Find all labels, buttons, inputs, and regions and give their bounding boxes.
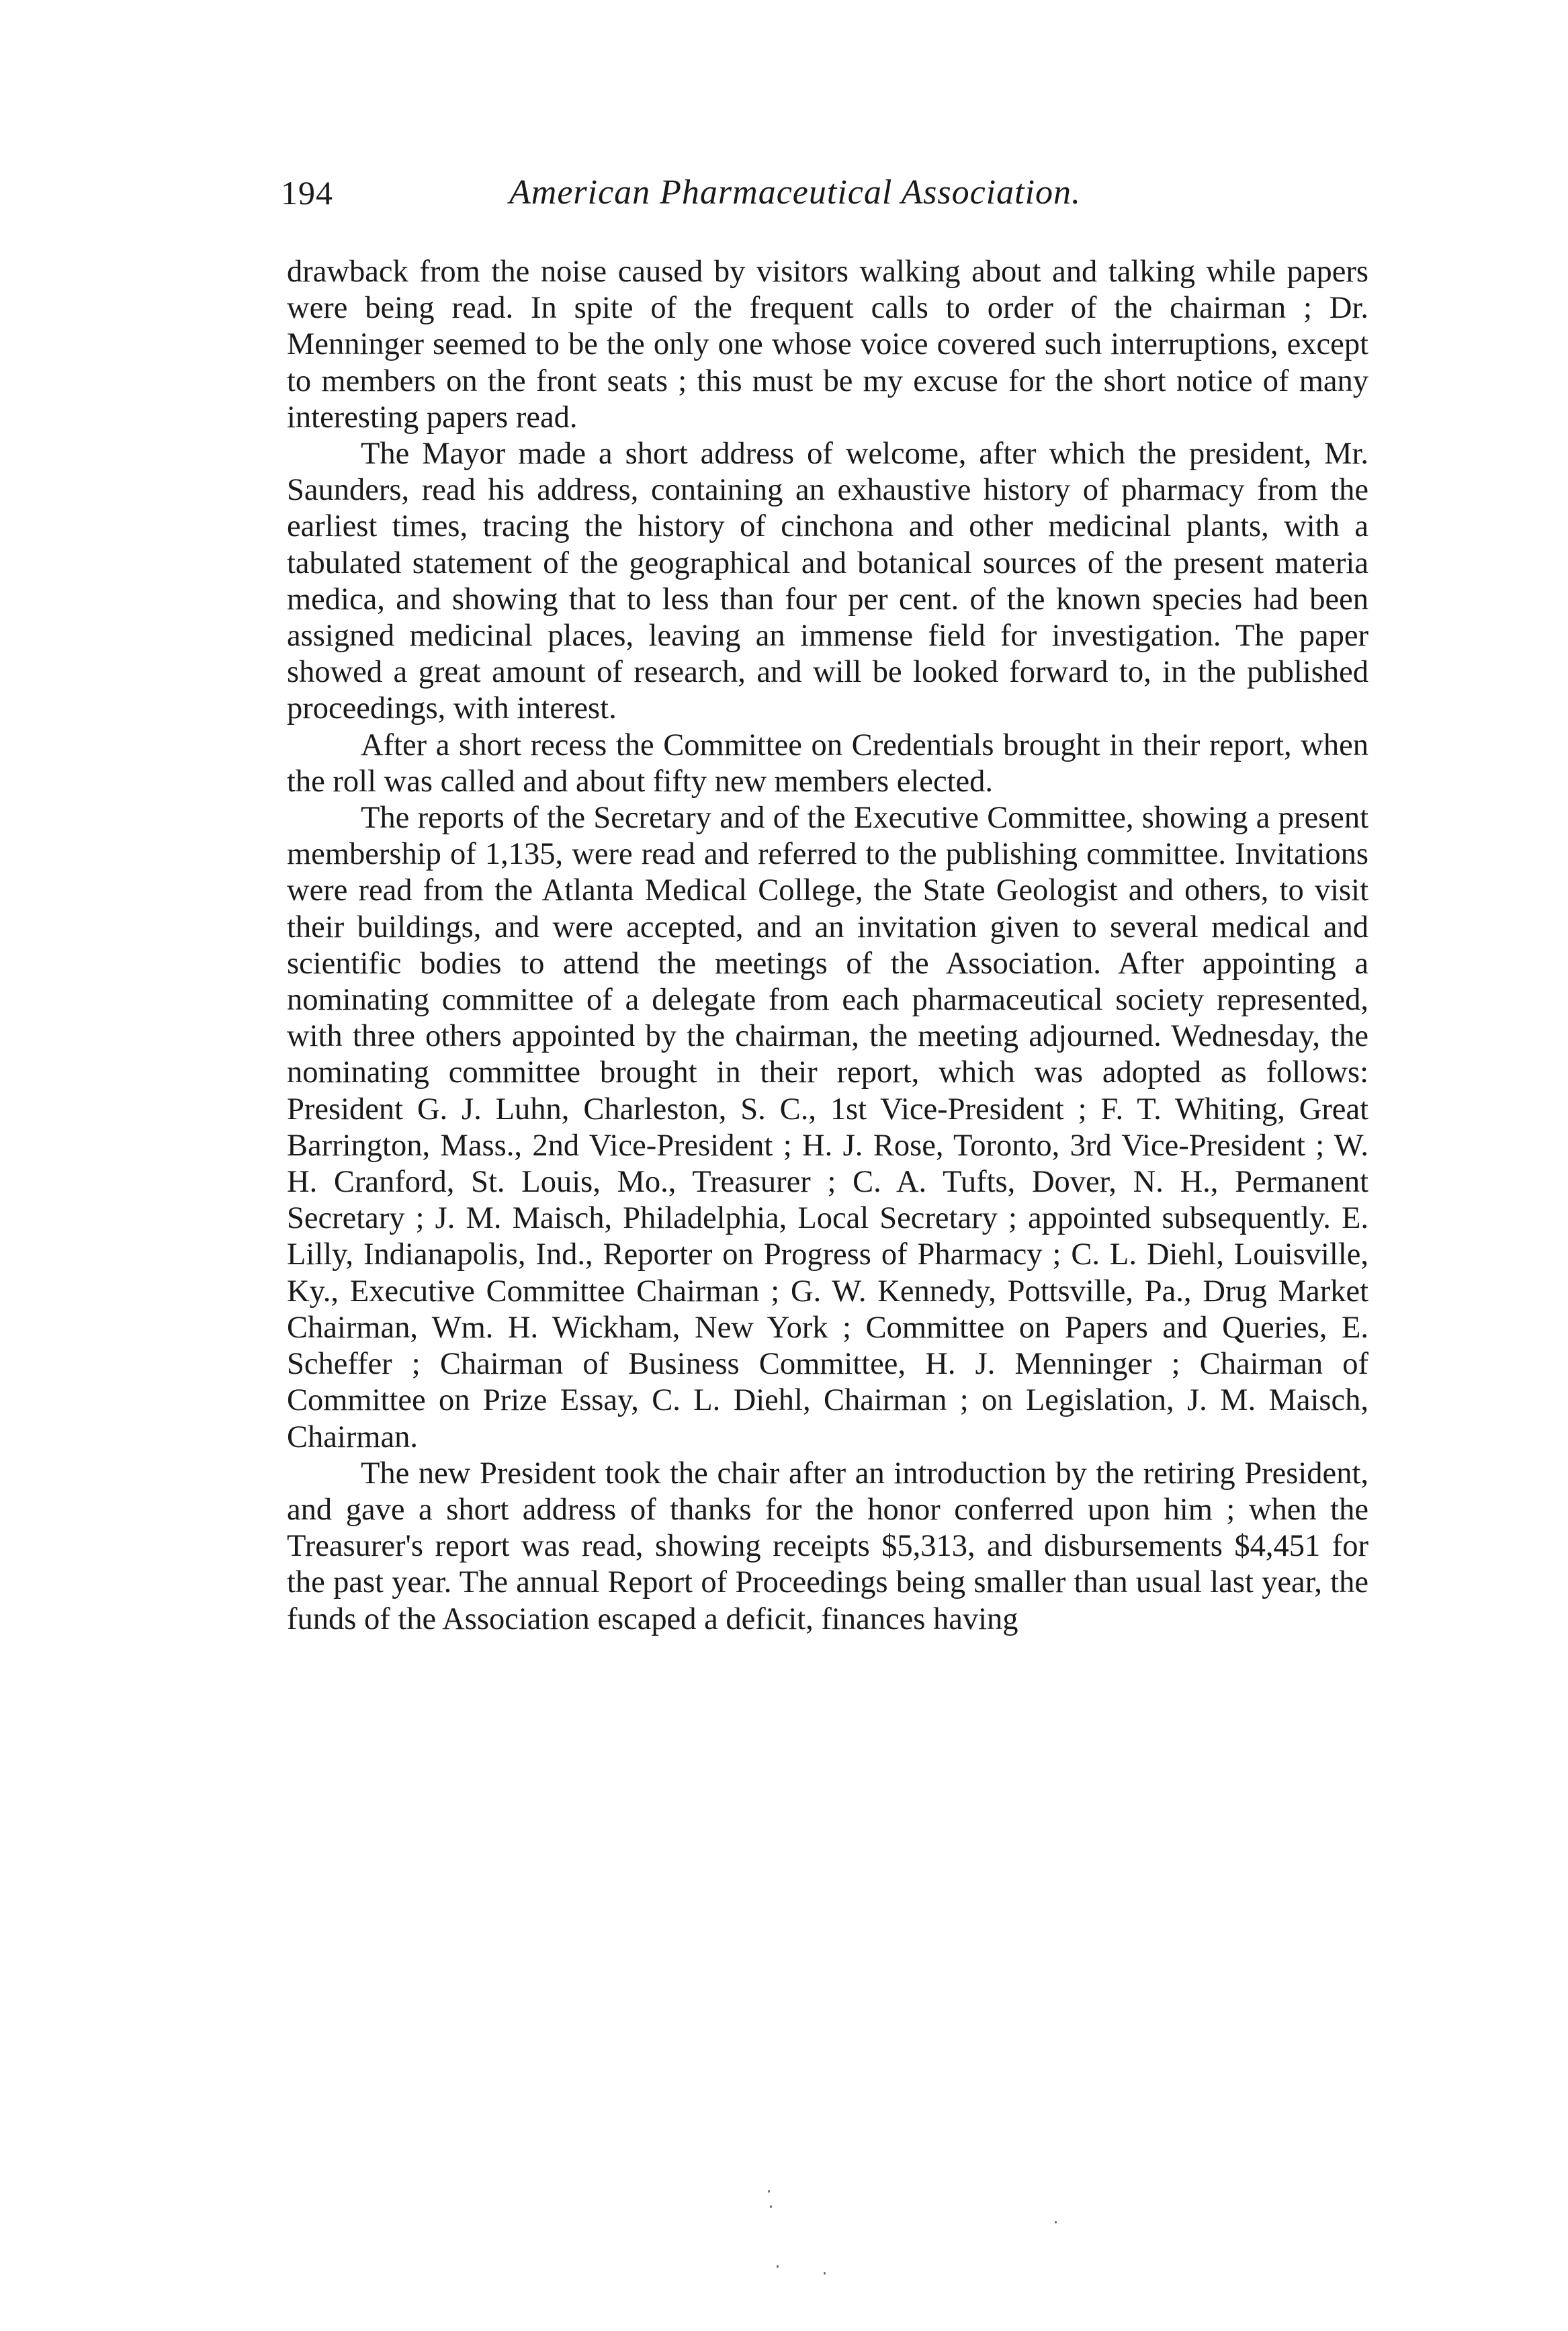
paragraph: The reports of the Secretary and of the Executive Committee, showing a present membership of 1,135, were read and referred to the publishing committee. Invitations were read from the Atlanta Medical College, the State Geologist and others, to visit their buildings, and were accepted, and an invitation given to several medical and scientific bodies to attend the meetings of the Association. After appointing a nominating committee of a delegate from each pharmaceutical society represented, with three others appointed by the chairman, the meeting adjourned. Wednesday, the nominating committee brought in their report, which was adopted as follows: President G. J. Luhn, Charleston, S. C., 1st Vice-President ; F. T. Whiting, Great Barrington, Mass., 2nd Vice-President ; H. J. Rose, Toronto, 3rd Vice-President ; W. H. Cranford, St. Louis, Mo., Treasurer ; C. A. Tufts, Dover, N. H., Permanent Secretary ; J. M. Maisch, Philadelphia, Local Secretary ; appointed subsequently. E. Lilly, Indianapolis, Ind., Reporter on Progress of Pharmacy ; C. L. Diehl, Louisville, Ky., Executive Committee Chairman ; G. W. Kennedy, Pottsville, Pa., Drug Market Chairman, Wm. H. Wickham, New York ; Committee on Papers and Queries, E. Scheffer ; Chairman of Business Committee, H. J. Menninger ; Chairman of Committee on Prize Essay, C. L. Diehl, Chairman ; on Legislation, J. M. Maisch, Chairman. [287,801,1368,1454]
scan-speck [1055,2221,1057,2224]
scan-speck [770,2205,772,2208]
paragraph: After a short recess the Committee on Credentials brought in their report, when the roll was called and about fifty new members elected. [287,728,1368,799]
scan-speck [777,2265,779,2268]
scan-speck [824,2272,826,2275]
page-number: 194 [281,174,333,212]
body-text [287,254,1368,1638]
paragraph: The new President took the chair after an introduction by the retiring President, and gave a short address of thanks for the honor conferred upon him ; when the Treasurer's report was read, showing receipts $5,313, and disbursements $4,451 for the past year. The annual Report of Proceedings being smaller than usual last year, the funds of the Association escaped a deficit, finances having [287,1456,1368,1636]
running-head [281,169,1376,216]
running-title: American Pharmaceutical Association. [509,173,1082,212]
scan-speck [768,2190,770,2193]
paragraph-continued: drawback from the noise caused by visitors walking about and talking while papers were being read. In spite of the frequent calls to order of the chairman ; Dr. Menninger seemed to be the only one whose voice covered such interruptions, except to members on the front seats ; this must be my excuse for the short notice of many interesting papers read. [287,255,1368,435]
paragraph: The Mayor made a short address of welcome, after which the president, Mr. Saunders, read his address, containing an exhaustive history of pharmacy from the earliest times, tracing the history of cinchona and other medicinal plants, with a tabulated statement of the geographical and botanical sources of the present materia medica, and showing that to less than four per cent. of the known species had been assigned medicinal places, leaving an immense field for investigation. The paper showed a great amount of research, and will be looked forward to, in the published proceedings, with interest. [287,437,1368,726]
